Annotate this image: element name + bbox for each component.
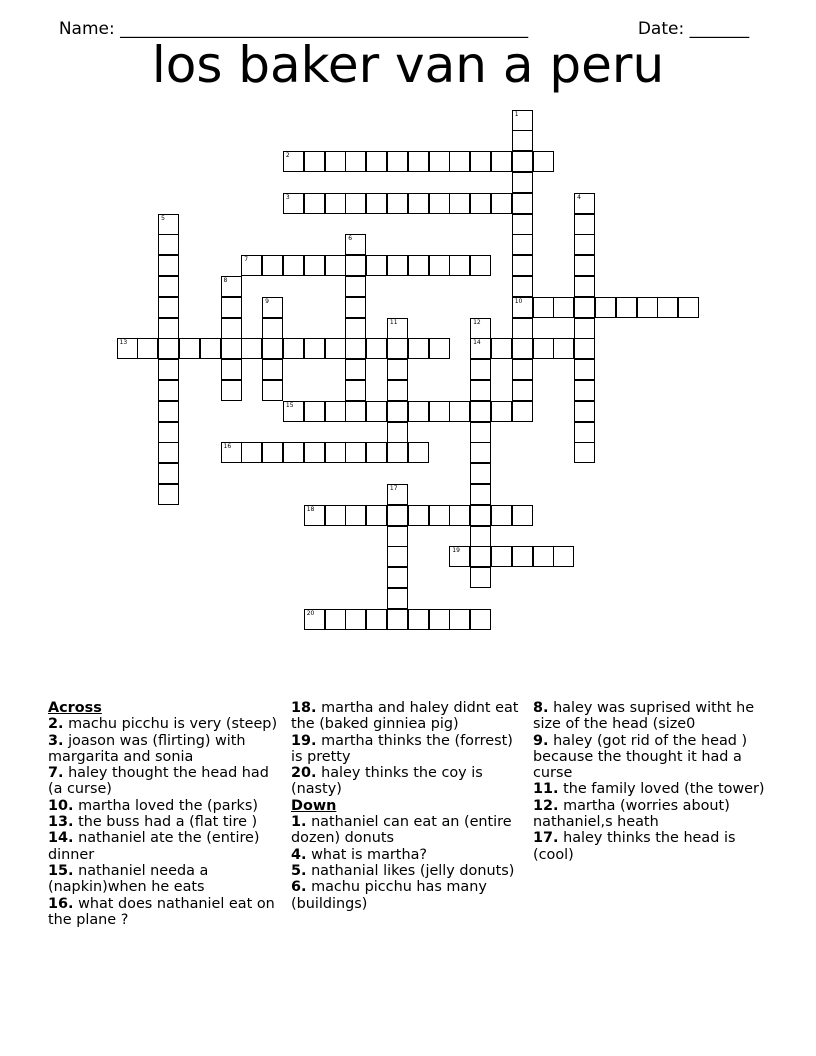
grid-cell[interactable] xyxy=(345,609,366,630)
grid-cell[interactable] xyxy=(470,442,491,463)
grid-cell[interactable] xyxy=(512,505,533,526)
grid-cell[interactable] xyxy=(387,380,408,401)
grid-cell[interactable] xyxy=(158,338,179,359)
grid-cell[interactable] xyxy=(574,442,595,463)
grid-cell[interactable] xyxy=(574,214,595,235)
clue-down-1: 1. nathaniel can eat an (entire dozen) donuts xyxy=(291,814,512,847)
grid-cell[interactable] xyxy=(470,359,491,380)
grid-cell[interactable] xyxy=(470,463,491,484)
grid-cell[interactable] xyxy=(179,338,200,359)
grid-cell[interactable] xyxy=(387,484,408,505)
grid-cell[interactable] xyxy=(387,193,408,214)
grid-cell[interactable] xyxy=(512,297,533,318)
grid-cell[interactable] xyxy=(262,318,283,339)
clue-down-9: 9. haley (got rid of the head ) because the thought it had a curse xyxy=(533,732,748,782)
clue-across-2: 2. machu picchu is very (steep) xyxy=(48,716,278,733)
clues-column-1 xyxy=(48,700,280,928)
grid-cell[interactable] xyxy=(408,193,429,214)
grid-cell[interactable] xyxy=(574,234,595,255)
grid-cell[interactable] xyxy=(158,234,179,255)
grid-cell[interactable] xyxy=(387,588,408,609)
grid-cell[interactable] xyxy=(470,193,491,214)
grid-cell[interactable] xyxy=(345,505,366,526)
grid-cell[interactable] xyxy=(345,276,366,297)
grid-cell[interactable] xyxy=(345,255,366,276)
clue-down-12: 12. martha (worries about) nathaniel,s heath xyxy=(533,797,730,831)
grid-cell[interactable] xyxy=(553,297,574,318)
grid-cell[interactable] xyxy=(158,422,179,443)
grid-cell[interactable] xyxy=(304,609,325,630)
clue-number-label: 6 xyxy=(348,235,353,243)
grid-cell[interactable] xyxy=(512,359,533,380)
grid-cell[interactable] xyxy=(304,401,325,422)
grid-cell[interactable] xyxy=(387,526,408,547)
grid-cell[interactable] xyxy=(158,401,179,422)
grid-cell[interactable] xyxy=(595,297,616,318)
name-line: ________________________________________________ xyxy=(120,19,529,39)
grid-cell[interactable] xyxy=(408,151,429,172)
clue-number-label: 10 xyxy=(514,297,523,305)
grid-cell[interactable] xyxy=(387,567,408,588)
date-line: _______ xyxy=(689,19,750,39)
grid-cell[interactable] xyxy=(512,193,533,214)
clue-across-19: 19. martha thinks the (forrest) is pretty xyxy=(291,732,513,765)
grid-cell[interactable] xyxy=(470,151,491,172)
grid-cell[interactable] xyxy=(387,546,408,567)
grid-cell[interactable] xyxy=(345,359,366,380)
clue-down-8: 8. haley was suprised witht he size of the head (size0 xyxy=(533,700,755,733)
grid-cell[interactable] xyxy=(158,359,179,380)
grid-cell[interactable] xyxy=(387,359,408,380)
grid-cell[interactable] xyxy=(470,255,491,276)
grid-cell[interactable] xyxy=(408,255,429,276)
grid-cell[interactable] xyxy=(304,151,325,172)
grid-cell[interactable] xyxy=(158,276,179,297)
clue-down-4: 4. what is martha? xyxy=(291,846,428,863)
grid-cell[interactable] xyxy=(366,193,387,214)
grid-cell[interactable] xyxy=(241,255,262,276)
grid-cell[interactable] xyxy=(387,401,408,422)
clue-across-15: 15. nathaniel needa a (napkin)when he eats xyxy=(48,862,209,896)
grid-cell[interactable] xyxy=(366,609,387,630)
grid-cell[interactable] xyxy=(221,297,242,318)
grid-cell[interactable] xyxy=(574,318,595,339)
grid-cell[interactable] xyxy=(387,609,408,630)
grid-cell[interactable] xyxy=(325,255,346,276)
grid-cell[interactable] xyxy=(221,338,242,359)
grid-cell[interactable] xyxy=(387,151,408,172)
clue-down-6: 6. machu picchu has many (buildings) xyxy=(291,879,487,912)
clue-across-13: 13. the buss had a (flat tire ) xyxy=(48,814,258,831)
grid-cell[interactable] xyxy=(553,338,574,359)
grid-cell[interactable] xyxy=(512,214,533,235)
grid-cell[interactable] xyxy=(304,255,325,276)
clue-across-14: 14. nathaniel ate the (entire) dinner xyxy=(48,830,260,863)
grid-cell[interactable] xyxy=(491,151,512,172)
grid-cell[interactable] xyxy=(262,380,283,401)
clue-across-16: 16. what does nathaniel eat on the plane ? xyxy=(48,895,275,928)
grid-cell[interactable] xyxy=(429,255,450,276)
grid-cell[interactable] xyxy=(470,484,491,505)
grid-cell[interactable] xyxy=(325,442,346,463)
grid-cell[interactable] xyxy=(304,442,325,463)
grid-cell[interactable] xyxy=(429,338,450,359)
grid-cell[interactable] xyxy=(616,297,637,318)
grid-cell[interactable] xyxy=(366,338,387,359)
grid-cell[interactable] xyxy=(470,401,491,422)
clue-number-label: 9 xyxy=(265,297,269,305)
grid-cell[interactable] xyxy=(137,338,158,359)
clue-across-3: 3. joason was (flirting) with margarita and sonia xyxy=(48,732,246,765)
clue-number-label: 19 xyxy=(452,547,460,555)
clue-number-label: 20 xyxy=(306,609,315,617)
grid-cell[interactable] xyxy=(449,609,470,630)
grid-cell[interactable] xyxy=(325,338,346,359)
date-label: Date: xyxy=(637,19,685,39)
grid-cell[interactable] xyxy=(574,359,595,380)
clues-column-3 xyxy=(533,700,765,863)
page-title: los baker van a peru xyxy=(151,36,665,94)
clue-across-20: 20. haley thinks the coy is (nasty) xyxy=(291,765,483,798)
clue-number-label: 18 xyxy=(306,505,315,513)
grid-cell[interactable] xyxy=(637,297,658,318)
grid-cell[interactable] xyxy=(366,442,387,463)
clue-number-label: 2 xyxy=(285,152,290,160)
grid-cell[interactable] xyxy=(470,505,491,526)
grid-cell[interactable] xyxy=(387,422,408,443)
clue-number-label: 8 xyxy=(223,276,228,284)
grid-cell[interactable] xyxy=(304,193,325,214)
grid-cell[interactable] xyxy=(241,442,262,463)
clue-number-label: 16 xyxy=(223,443,232,451)
grid-cell[interactable] xyxy=(117,338,138,359)
grid-cell[interactable] xyxy=(449,151,470,172)
grid-cell[interactable] xyxy=(262,297,283,318)
grid-cell[interactable] xyxy=(491,338,512,359)
grid-cell[interactable] xyxy=(449,193,470,214)
grid-cell[interactable] xyxy=(345,193,366,214)
grid-cell[interactable] xyxy=(158,214,179,235)
clues-column-2 xyxy=(291,700,523,912)
grid-cell[interactable] xyxy=(283,255,304,276)
grid-cell[interactable] xyxy=(345,318,366,339)
grid-cell[interactable] xyxy=(221,359,242,380)
grid-cell[interactable] xyxy=(449,401,470,422)
grid-cell[interactable] xyxy=(158,463,179,484)
grid-cell[interactable] xyxy=(574,401,595,422)
grid-cell[interactable] xyxy=(325,505,346,526)
grid-cell[interactable] xyxy=(574,276,595,297)
grid-cell[interactable] xyxy=(512,151,533,172)
grid-cell[interactable] xyxy=(470,567,491,588)
grid-cell[interactable] xyxy=(366,255,387,276)
grid-cell[interactable] xyxy=(512,338,533,359)
grid-cell[interactable] xyxy=(283,193,304,214)
grid-cell[interactable] xyxy=(491,505,512,526)
clue-number-label: 1 xyxy=(514,110,519,118)
grid-cell[interactable] xyxy=(533,297,554,318)
clue-number-label: 13 xyxy=(119,339,128,347)
clue-number-label: 15 xyxy=(285,401,294,409)
grid-cell[interactable] xyxy=(345,234,366,255)
name-label: Name: xyxy=(58,19,115,39)
grid-cell[interactable] xyxy=(325,609,346,630)
clue-across-18: 18. martha and haley didnt eat the (baked ginniea pig) xyxy=(291,700,519,733)
grid-cell[interactable] xyxy=(512,110,533,131)
grid-cell[interactable] xyxy=(574,338,595,359)
clue-down-5: 5. nathanial likes (jelly donuts) xyxy=(291,862,515,879)
grid-cell[interactable] xyxy=(200,338,221,359)
grid-cell[interactable] xyxy=(345,151,366,172)
grid-cell[interactable] xyxy=(304,505,325,526)
grid-cell[interactable] xyxy=(470,338,491,359)
grid-cell[interactable] xyxy=(283,151,304,172)
grid-cell[interactable] xyxy=(449,546,470,567)
clue-number-label: 11 xyxy=(389,318,398,326)
grid-cell[interactable] xyxy=(325,193,346,214)
grid-cell[interactable] xyxy=(262,442,283,463)
grid-cell[interactable] xyxy=(366,505,387,526)
grid-cell[interactable] xyxy=(512,172,533,193)
clue-across-10: 10. martha loved the (parks) xyxy=(48,797,258,814)
clue-number-label: 14 xyxy=(473,339,481,347)
grid-cell[interactable] xyxy=(470,609,491,630)
grid-cell[interactable] xyxy=(574,380,595,401)
grid-cell[interactable] xyxy=(574,193,595,214)
grid-cell[interactable] xyxy=(449,505,470,526)
grid-cell[interactable] xyxy=(533,546,554,567)
grid-cell[interactable] xyxy=(512,546,533,567)
clue-number-label: 17 xyxy=(389,484,398,492)
grid-cell[interactable] xyxy=(533,151,554,172)
grid-cell[interactable] xyxy=(221,380,242,401)
grid-cell[interactable] xyxy=(408,609,429,630)
grid-cell[interactable] xyxy=(408,442,429,463)
grid-cell[interactable] xyxy=(429,401,450,422)
grid-cell[interactable] xyxy=(221,318,242,339)
grid-cell[interactable] xyxy=(470,380,491,401)
down-heading: Down xyxy=(291,797,337,814)
grid-cell[interactable] xyxy=(533,338,554,359)
grid-cell[interactable] xyxy=(262,338,283,359)
grid-cell[interactable] xyxy=(366,401,387,422)
grid-cell[interactable] xyxy=(470,422,491,443)
grid-cell[interactable] xyxy=(408,401,429,422)
clue-across-7: 7. haley thought the head had (a curse) xyxy=(48,765,269,798)
clue-number-label: 7 xyxy=(244,256,249,264)
grid-cell[interactable] xyxy=(158,297,179,318)
grid-cell[interactable] xyxy=(429,193,450,214)
clue-down-11: 11. the family loved (the tower) xyxy=(533,781,765,798)
grid-cell[interactable] xyxy=(574,422,595,443)
grid-cell[interactable] xyxy=(221,276,242,297)
grid-cell[interactable] xyxy=(387,442,408,463)
grid-cell[interactable] xyxy=(408,338,429,359)
clue-number-label: 5 xyxy=(161,214,165,222)
grid-cell[interactable] xyxy=(345,297,366,318)
grid-cell[interactable] xyxy=(678,297,699,318)
grid-cell[interactable] xyxy=(325,151,346,172)
grid-cell[interactable] xyxy=(158,442,179,463)
clue-number-label: 3 xyxy=(285,193,290,201)
grid-cell[interactable] xyxy=(345,380,366,401)
grid-cell[interactable] xyxy=(657,297,678,318)
grid-cell[interactable] xyxy=(158,318,179,339)
grid-cell[interactable] xyxy=(512,234,533,255)
grid-cell[interactable] xyxy=(408,505,429,526)
clue-down-17: 17. haley thinks the head is (cool) xyxy=(533,830,736,863)
grid-cell[interactable] xyxy=(491,401,512,422)
grid-cell[interactable] xyxy=(387,505,408,526)
grid-cell[interactable] xyxy=(574,255,595,276)
grid-cell[interactable] xyxy=(283,401,304,422)
grid-cell[interactable] xyxy=(470,526,491,547)
grid-cell[interactable] xyxy=(366,151,387,172)
grid-cell[interactable] xyxy=(512,380,533,401)
grid-cell[interactable] xyxy=(345,442,366,463)
grid-cell[interactable] xyxy=(574,297,595,318)
grid-cell[interactable] xyxy=(387,338,408,359)
grid-cell[interactable] xyxy=(429,151,450,172)
grid-cell[interactable] xyxy=(449,255,470,276)
grid-cell[interactable] xyxy=(512,276,533,297)
grid-cell[interactable] xyxy=(345,338,366,359)
across-heading: Across xyxy=(48,700,102,716)
grid-cell[interactable] xyxy=(221,442,242,463)
grid-cell[interactable] xyxy=(429,505,450,526)
grid-cell[interactable] xyxy=(158,255,179,276)
grid-cell[interactable] xyxy=(325,401,346,422)
grid-cell[interactable] xyxy=(158,484,179,505)
grid-cell[interactable] xyxy=(429,609,450,630)
grid-cell[interactable] xyxy=(283,338,304,359)
clue-number-label: 12 xyxy=(473,318,481,326)
grid-cell[interactable] xyxy=(512,401,533,422)
clue-number-label: 4 xyxy=(577,193,581,201)
grid-cell[interactable] xyxy=(491,546,512,567)
grid-cell[interactable] xyxy=(512,318,533,339)
grid-cell[interactable] xyxy=(387,255,408,276)
grid-cell[interactable] xyxy=(512,130,533,151)
grid-cell[interactable] xyxy=(470,546,491,567)
grid-cell[interactable] xyxy=(512,255,533,276)
grid-cell[interactable] xyxy=(262,255,283,276)
grid-cell[interactable] xyxy=(304,338,325,359)
grid-cell[interactable] xyxy=(262,359,283,380)
grid-cell[interactable] xyxy=(387,318,408,339)
grid-cell[interactable] xyxy=(241,338,262,359)
grid-cell[interactable] xyxy=(553,546,574,567)
grid-cell[interactable] xyxy=(158,380,179,401)
grid-cell[interactable] xyxy=(345,401,366,422)
grid-cell[interactable] xyxy=(491,193,512,214)
grid-cell[interactable] xyxy=(283,442,304,463)
grid-cell[interactable] xyxy=(470,318,491,339)
